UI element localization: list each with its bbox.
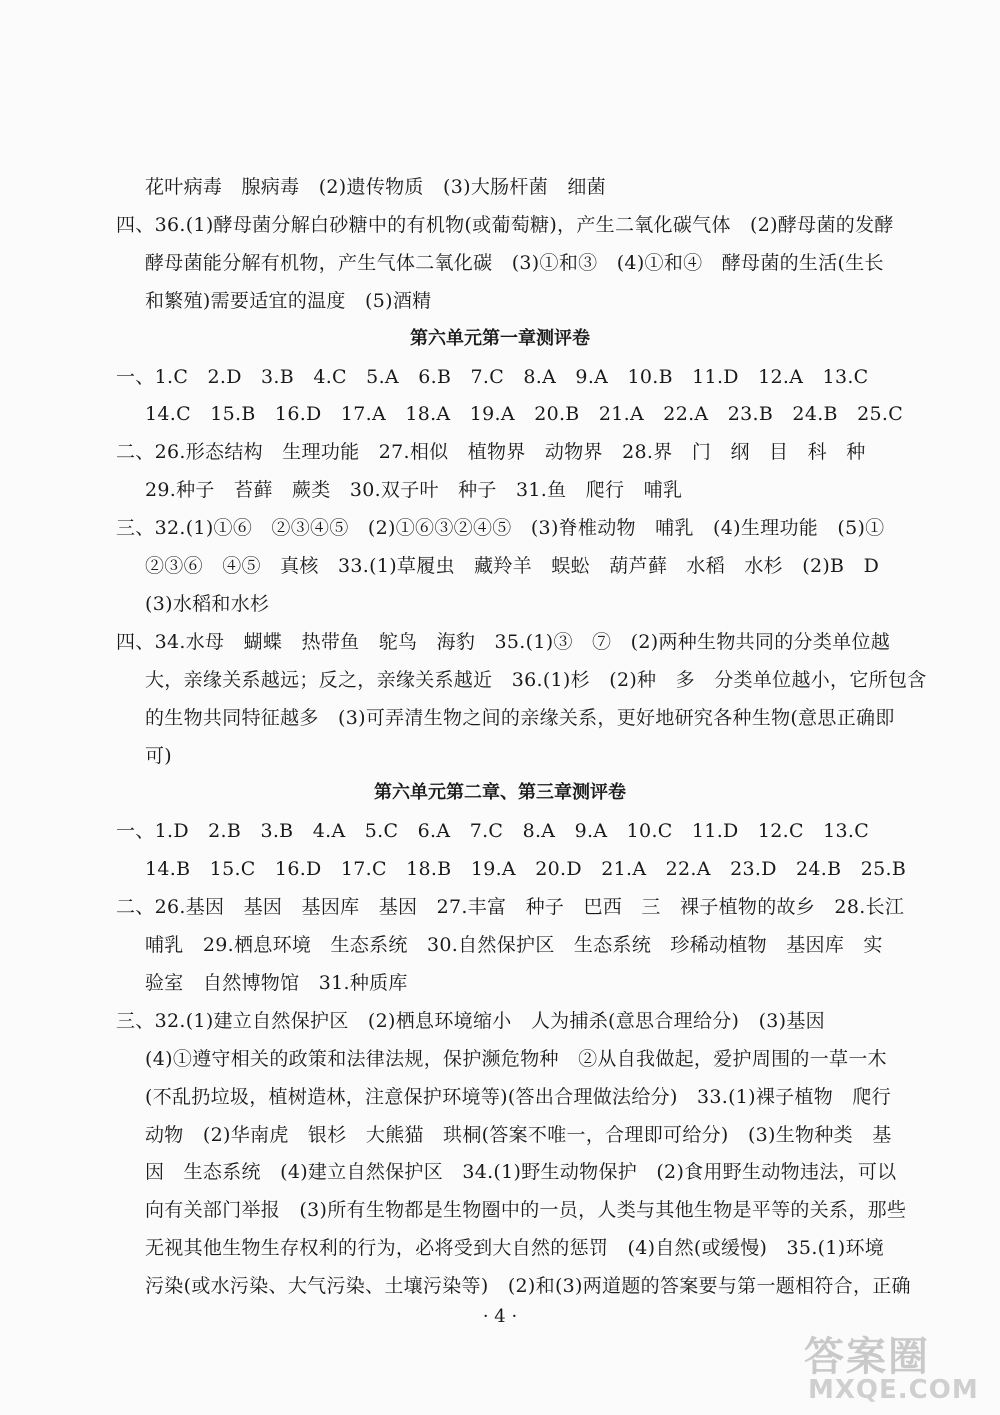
section-heading: 第六单元第一章测评卷 [410,327,590,349]
answer-line: 14.B 15.C 16.D 17.C 18.B 19.A 20.D 21.A 22.A 23.D 24.B 25.B [145,858,907,881]
answer-line: 和繁殖)需要适宜的温度 (5)酒精 [145,289,432,312]
answer-line: ②③⑥ ④⑤ 真核 33.(1)草履虫 藏羚羊 蜈蚣 葫芦藓 水稻 水杉 (2)B D [145,555,880,577]
answer-line: 可) [145,744,173,767]
answer-line: 三、32.(1)①⑥ ②③④⑤ (2)①⑥③②④⑤ (3)脊椎动物 哺乳 (4)生理功能 (5)① [116,517,885,540]
answer-line: 污染(或水污染、大气污染、土壤污染等) (2)和(3)两道题的答案要与第一题相符合，正确 [145,1275,911,1298]
answer-line: 四、36.(1)酵母菌分解白砂糖中的有机物(或葡萄糖)，产生二氧化碳气体 (2)酵母菌的发酵 [116,213,894,236]
answer-line: 二、26.基因 基因 基因库 基因 27.丰富 种子 巴西 三 裸子植物的故乡 28.长江 [116,896,905,919]
section-heading: 第六单元第二章、第三章测评卷 [374,782,626,804]
answer-line: 花叶病毒 腺病毒 (2)遗传物质 (3)大肠杆菌 细菌 [145,176,606,198]
answer-line: 验室 自然博物馆 31.种质库 [145,971,408,994]
answer-line: (4)①遵守相关的政策和法律法规，保护濒危物种 ②从自我做起，爱护周围的一草一木 [145,1047,887,1070]
watermark-text: 答案圈 [804,1334,930,1380]
answer-line: (不乱扔垃圾，植树造林，注意保护环境等)(答出合理做法给分) 33.(1)裸子植物 爬行 [145,1085,891,1108]
answer-line: 酵母菌能分解有机物，产生气体二氧化碳 (3)①和③ (4)①和④ 酵母菌的生活(生长 [145,251,884,274]
answer-line: 三、32.(1)建立自然保护区 (2)栖息环境缩小 人为捕杀(意思合理给分) (3)基因 [116,1009,825,1032]
answer-line: 一、1.C 2.D 3.B 4.C 5.A 6.B 7.C 8.A 9.A 10.B 11.D 12.A 13.C [116,365,869,388]
page-number: · 4 · [482,1306,518,1327]
answer-line: 四、34.水母 蝴蝶 热带鱼 鸵鸟 海豹 35.(1)③ ⑦ (2)两种生物共同的分类单位越 [116,630,891,653]
answer-line: 大，亲缘关系越远；反之，亲缘关系越近 36.(1)杉 (2)种 多 分类单位越小，它所包含 [145,668,927,691]
answer-line: 一、1.D 2.B 3.B 4.A 5.C 6.A 7.C 8.A 9.A 10.C 11.D 12.C 13.C [116,820,870,843]
watermark-logo [798,1325,998,1415]
answer-line: 29.种子 苔藓 蕨类 30.双子叶 种子 31.鱼 爬行 哺乳 [145,479,683,502]
answer-line: 哺乳 29.栖息环境 生态系统 30.自然保护区 生态系统 珍稀动植物 基因库 实 [145,934,883,956]
watermark-url: MXQE.COM [808,1375,979,1405]
answer-line: 向有关部门举报 (3)所有生物都是生物圈中的一员，人类与其他生物是平等的关系，那些 [145,1199,907,1222]
answer-line: 14.C 15.B 16.D 17.A 18.A 19.A 20.B 21.A 22.A 23.B 24.B 25.C [145,403,904,426]
answer-line: 因 生态系统 (4)建立自然保护区 34.(1)野生动物保护 (2)食用野生动物违法，可以 [145,1161,897,1184]
answer-line: 二、26.形态结构 生理功能 27.相似 植物界 动物界 28.界 门 纲 目 科 种 [116,441,866,464]
answer-line: 动物 (2)华南虎 银杉 大熊猫 珙桐(答案不唯一，合理即可给分) (3)生物种类 基 [145,1123,892,1146]
answer-line: 的生物共同特征越多 (3)可弄清生物之间的亲缘关系，更好地研究各种生物(意思正确即 [145,706,895,729]
answer-line: 无视其他生物生存权利的行为，必将受到大自然的惩罚 (4)自然(或缓慢) 35.(1)环境 [145,1237,885,1260]
answer-line: (3)水稻和水杉 [145,592,270,615]
